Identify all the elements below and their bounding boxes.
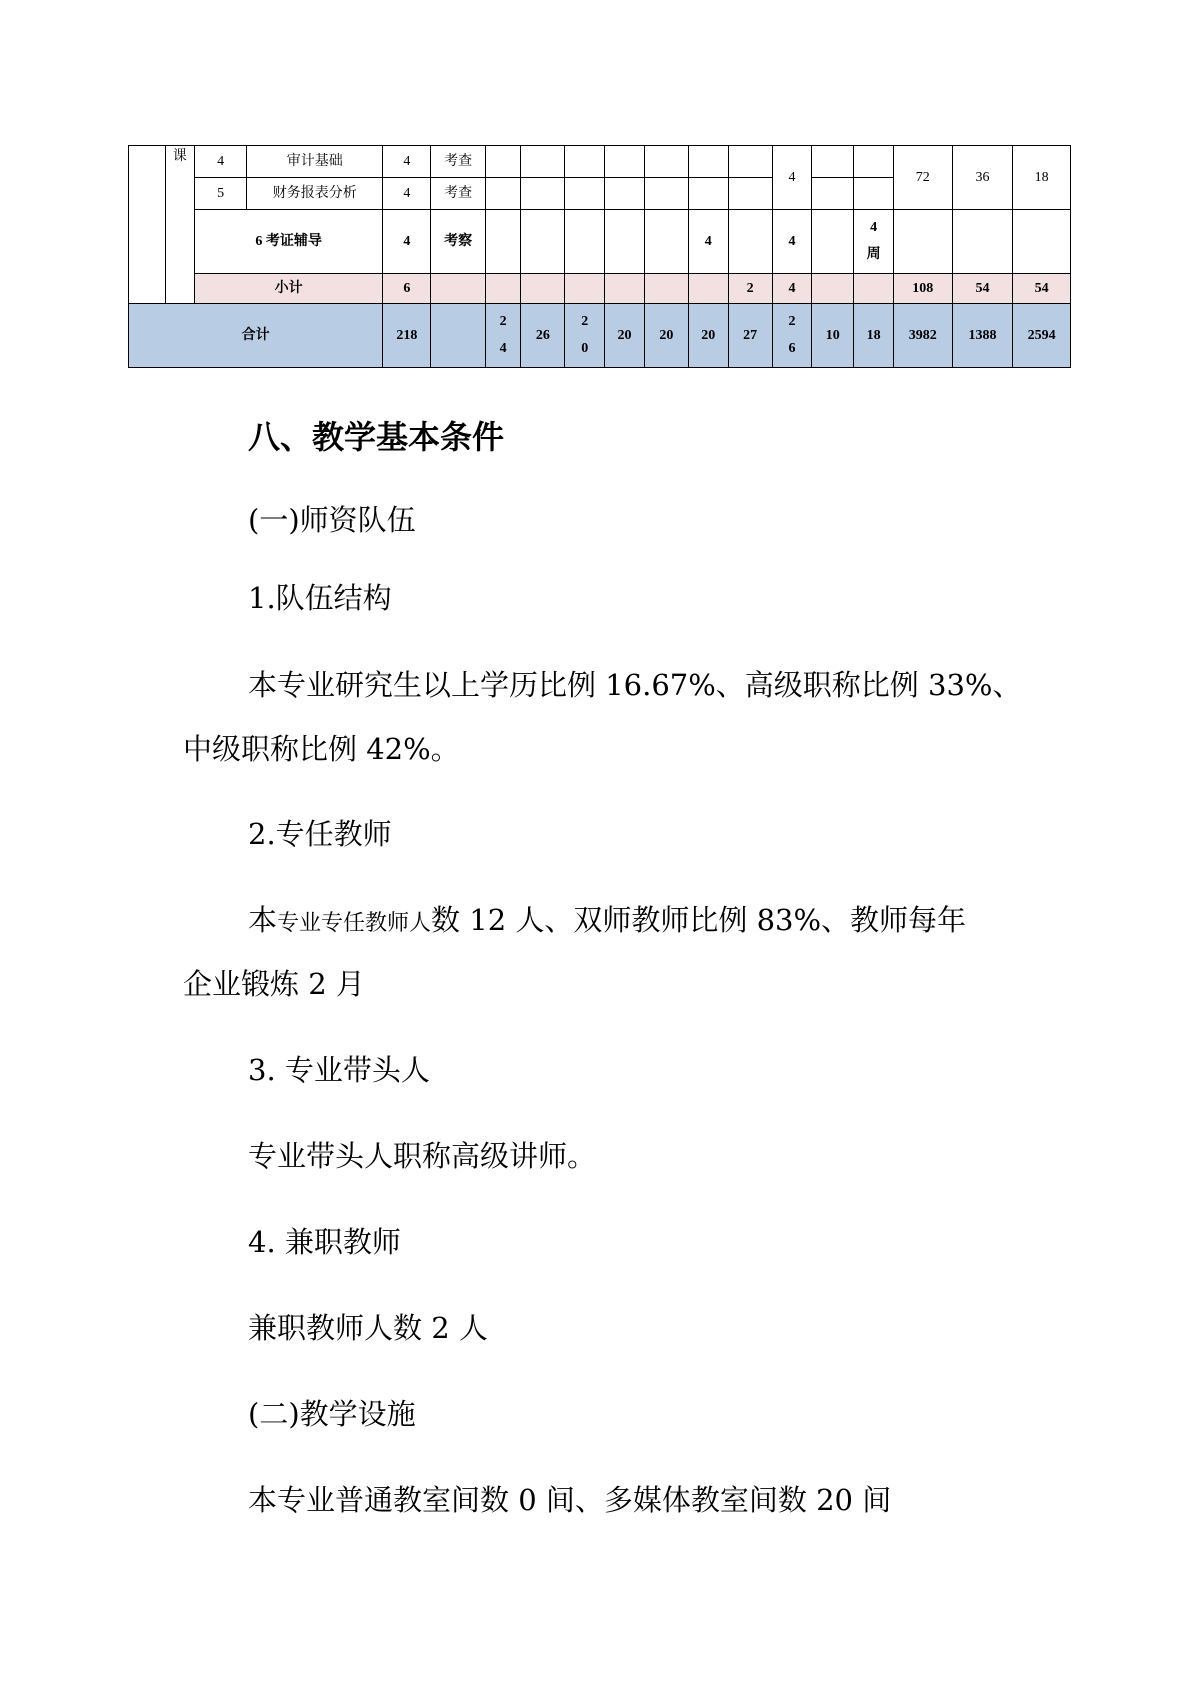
semester-cell: 20 [605, 304, 645, 368]
curriculum-table [128, 145, 1071, 368]
subsection-title: (二)教学设施 [248, 1397, 416, 1431]
total-practice: 2594 [1013, 304, 1071, 368]
paragraph-line: 本专业研究生以上学历比例 16.67%、高级职称比例 33%、 [248, 668, 1022, 702]
digit: 6 [788, 340, 796, 356]
total-credit: 218 [383, 304, 431, 368]
subsection-title: (一)师资队伍 [248, 503, 416, 537]
weeks-unit: 周 [866, 246, 881, 262]
course-no: 5 [194, 178, 246, 210]
subtotal-total: 108 [894, 274, 953, 304]
merged-semester: 4 [772, 146, 812, 210]
semester-cell: 10 [812, 304, 854, 368]
item-title: 1.队伍结构 [248, 581, 392, 615]
total-label: 合计 [129, 304, 383, 368]
digit: 0 [581, 340, 589, 356]
semester-cell: 4 [772, 210, 812, 274]
digit: 2 [499, 313, 507, 329]
total-theory: 1388 [952, 304, 1013, 368]
course-exam: 考察 [431, 210, 485, 274]
subtotal-row [129, 274, 1071, 304]
semester-cell [485, 304, 521, 368]
paragraph-line: 本专业普通教室间数 0 间、多媒体教室间数 20 间 [248, 1483, 892, 1517]
text-run: 数 12 人、双师教师比例 83%、教师每年 [431, 903, 967, 937]
subtotal-credit: 6 [383, 274, 431, 304]
paragraph-line [248, 898, 966, 939]
item-title: 3. 专业带头人 [248, 1053, 430, 1087]
table-row [129, 210, 1071, 274]
semester-cell: 20 [644, 304, 688, 368]
total-row [129, 304, 1071, 368]
weeks-cell [854, 210, 894, 274]
blank-cell [129, 146, 166, 304]
semester-cell: 18 [854, 304, 894, 368]
merged-theory: 36 [952, 146, 1013, 210]
semester-cell: 4 [772, 274, 812, 304]
paragraph-line: 企业锻炼 2 月 [183, 967, 365, 1001]
course-name: 财务报表分析 [247, 178, 383, 210]
semester-cell: 27 [728, 304, 772, 368]
course-exam: 考查 [431, 146, 485, 178]
total-hours: 3982 [894, 304, 953, 368]
semester-cell [565, 304, 605, 368]
semester-cell: 4 [688, 210, 728, 274]
section-heading: 八、教学基本条件 [248, 418, 505, 456]
semester-cell: 2 [728, 274, 772, 304]
course-credit: 4 [383, 210, 431, 274]
course-credit: 4 [383, 178, 431, 210]
digit: 4 [499, 340, 507, 356]
subtotal-label: 小计 [194, 274, 382, 304]
course-exam: 考查 [431, 178, 485, 210]
course-name: 6 考证辅导 [194, 210, 382, 274]
digit: 2 [581, 313, 589, 329]
semester-cell: 20 [688, 304, 728, 368]
table-row [129, 146, 1071, 178]
paragraph-line: 兼职教师人数 2 人 [248, 1311, 488, 1345]
subtotal-practice: 54 [1013, 274, 1071, 304]
paragraph-line: 中级职称比例 42%。 [183, 732, 460, 766]
item-title: 2.专任教师 [248, 817, 392, 851]
item-title: 4. 兼职教师 [248, 1225, 401, 1259]
category-cell: 课 [165, 146, 194, 304]
text-run: 本 [248, 903, 278, 937]
paragraph-line: 专业带头人职称高级讲师。 [248, 1139, 597, 1173]
merged-total: 72 [894, 146, 953, 210]
text-run-small: 专业专任教师人 [277, 911, 432, 936]
merged-practice: 18 [1013, 146, 1071, 210]
digit: 2 [788, 313, 796, 329]
course-credit: 4 [383, 146, 431, 178]
semester-cell [772, 304, 812, 368]
course-name: 审计基础 [247, 146, 383, 178]
semester-cell: 26 [521, 304, 565, 368]
subtotal-theory: 54 [952, 274, 1013, 304]
course-no: 4 [194, 146, 246, 178]
weeks-number: 4 [870, 219, 878, 235]
